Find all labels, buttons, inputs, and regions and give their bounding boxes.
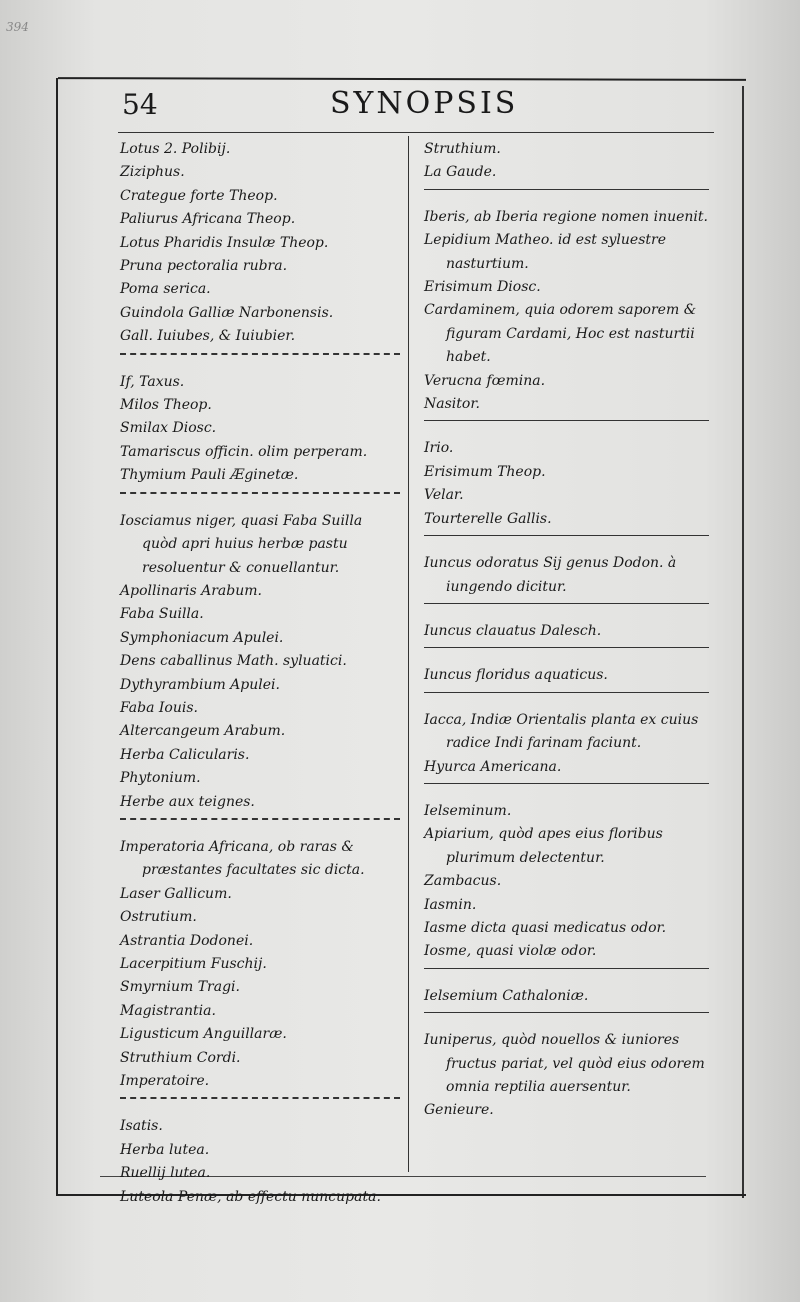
synonym-entry: Faba Iouis. [120,699,198,716]
synonym-entry: Thymium Pauli Æginetæ. [120,467,299,484]
synonym-entry: Erisimum Theop. [424,463,546,480]
entry-group [120,138,400,349]
synonym-entry: Iberis, ab Iberia regione nomen inuenit. [424,208,708,225]
synonym-entry: Tourterelle Gallis. [424,510,552,527]
synonym-entry: Magistrantia. [120,1002,216,1019]
page-number: 54 [122,88,158,121]
synonym-entry: Imperatoria Africana, ob raras & præstantes facultates sic dicta. [120,838,365,879]
group-separator [424,535,709,546]
page-title: SYNOPSIS [330,86,519,121]
entry-group [424,138,709,185]
group-separator [424,647,709,658]
synonym-entry: Iuniperus, quòd nouellos & iuniores fructus pariat, vel quòd eius odorem omnia reptilia auersentur. [424,1032,705,1095]
synonym-entry: Milos Theop. [120,397,212,414]
synonym-entry: If, Taxus. [120,373,185,390]
frame-top-rule [58,77,746,81]
synonym-entry: Iasme dicta quasi medicatus odor. [424,919,667,936]
synonym-entry: Iuncus odoratus Sij genus Dodon. à iungendo dicitur. [424,555,677,595]
group-separator [120,1097,400,1109]
synonym-entry: Symphoniacum Apulei. [120,629,284,646]
synonym-entry: Pruna pectoralia rubra. [120,258,288,275]
entry-group [120,371,400,488]
synonym-entry: Lepidium Matheo. id est syluestre nasturtium. [424,232,666,272]
synonym-entry: Ostrutium. [120,909,197,926]
synonym-entry: Isatis. [120,1118,163,1135]
synonym-entry: La Gaude. [424,164,497,181]
margin-note: 394 [6,20,29,34]
synonym-entry: Faba Suilla. [120,606,204,623]
entry-group [424,1029,709,1123]
synonym-entry: Lotus Pharidis Insulæ Theop. [120,234,329,251]
synonym-entry: Iacca, Indiæ Orientalis planta ex cuius radice Indi farinam faciunt. [424,711,699,752]
group-separator [424,1012,709,1023]
synonym-entry: Crategue forte Theop. [120,187,278,204]
synonym-entry: Lacerpitium Fuschij. [120,956,267,972]
synonym-entry: Iuncus floridus aquaticus. [424,667,608,684]
synonym-entry: Cardaminem, quia odorem saporem & figuram Cardami, Hoc est nasturtii habet. [424,302,697,366]
group-separator [424,603,709,614]
synonym-entry: Verucna fœmina. [424,372,546,389]
header-rule [118,132,714,133]
group-separator [120,492,400,504]
synonym-entry: Smilax Diosc. [120,420,217,437]
group-separator [424,692,709,703]
entry-group [424,800,709,964]
synonym-entry: Poma serica. [120,281,211,298]
entry-group [424,620,709,643]
entry-group [424,206,709,417]
left-column [120,138,400,1209]
synonym-entry: Struthium Cordi. [120,1049,241,1066]
synonym-entry: Herba lutea. [120,1141,210,1158]
right-column [424,138,709,1123]
synonym-entry: Herba Calicularis. [120,746,250,763]
synonym-entry: Iosme, quasi violæ odor. [424,943,597,960]
entry-group [424,552,709,599]
synonym-entry: Ruellij lutea. [120,1165,211,1182]
synonym-entry: Irio. [424,440,454,457]
synonym-entry: Luteola Penæ, ab effectu nuncupata. [120,1188,381,1205]
synonym-entry: Erisimum Diosc. [424,279,541,296]
entry-group [120,510,400,814]
synonym-entry: Paliurus Africana Theop. [120,211,296,228]
group-separator [120,353,400,365]
entry-group [424,985,709,1008]
synonym-entry: Astrantia Dodonei. [120,932,254,949]
column-divider [408,136,409,1172]
synonym-entry: Dens caballinus Math. syluatici. [120,653,347,670]
entry-group [120,836,400,1093]
synonym-entry: Apiarium, quòd apes eius floribus plurimum delectentur. [424,826,663,866]
synonym-entry: Gall. Iuiubes, & Iuiubier. [120,328,296,345]
synonym-entry: Iasmin. [424,896,477,913]
page-header [118,86,718,126]
frame-left-rule [56,78,58,1196]
synonym-entry: Hyurca Americana. [424,758,562,775]
entry-group [424,437,709,531]
synonym-entry: Tamariscus officin. olim perperam. [120,443,368,460]
entry-group [424,709,709,779]
group-separator [424,968,709,979]
group-separator [424,189,709,200]
synonym-entry: Ielsemium Cathaloniæ. [424,987,589,1004]
synonym-entry: Iosciamus niger, quasi Faba Suilla quòd apri huius herbæ pastu resoluentur & conuellantur. [120,512,363,576]
synonym-entry: Altercangeum Arabum. [120,723,286,740]
synonym-entry: Phytonium. [120,770,201,787]
synonym-entry: Apollinaris Arabum. [120,582,262,599]
group-separator [120,818,400,830]
synonym-entry: Zambacus. [424,873,502,890]
group-separator [424,783,709,794]
entry-group [120,1115,400,1209]
synonym-entry: Lotus 2. Polibij. [120,141,231,157]
synonym-entry: Smyrnium Tragi. [120,979,240,996]
synonym-entry: Nasitor. [424,396,480,413]
synonym-entry: Ligusticum Anguillaræ. [120,1026,287,1043]
synonym-entry: Laser Gallicum. [120,885,232,902]
group-separator [424,420,709,431]
synonym-entry: Herbe aux teignes. [120,793,255,810]
synonym-entry: Dythyrambium Apulei. [120,676,280,693]
synonym-entry: Iuncus clauatus Dalesch. [424,622,602,639]
synonym-entry: Imperatoire. [120,1073,210,1090]
synonym-entry: Guindola Galliæ Narbonensis. [120,304,334,321]
synonym-entry: Genieure. [424,1102,494,1119]
synonym-entry: Velar. [424,487,464,504]
synonym-entry: Struthium. [424,141,501,157]
synonym-entry: Ielseminum. [424,802,512,819]
synonym-entry: Ziziphus. [120,164,185,181]
entry-group [424,664,709,687]
frame-right-rule [742,86,744,1198]
